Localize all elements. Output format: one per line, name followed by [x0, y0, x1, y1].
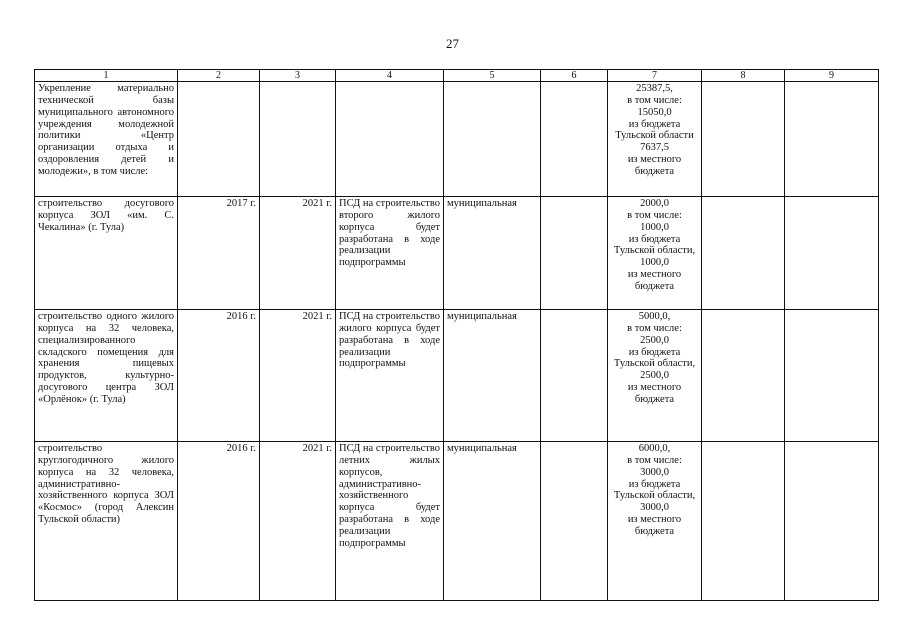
funding-line: бюджета — [634, 526, 675, 538]
psd-cell: ПСД на строительство второго жилого корпуса будет разработана в ходе реализации подпрограммы — [336, 197, 444, 310]
funding-line: 2000,0 — [640, 198, 669, 209]
column-header: 5 — [444, 70, 541, 82]
description-cell: строительство круглогодичного жилого корпуса на 32 человека, административно-хозяйственного корпуса ЗОЛ «Космос» (город Алексин Тульской области) — [35, 442, 178, 601]
funding-line: 25387,5, — [636, 83, 673, 94]
program-table — [34, 69, 879, 601]
ownership-cell: муниципальная — [444, 442, 541, 601]
funding-line: в том числе: — [627, 209, 682, 221]
psd-cell — [336, 82, 444, 197]
funding-line: в том числе: — [627, 454, 682, 466]
ownership-cell: муниципальная — [444, 197, 541, 310]
funding-line: Тульской области, — [613, 245, 696, 257]
funding-line: 2500,0 — [640, 334, 669, 346]
start-year-cell: 2016 г. — [178, 442, 260, 601]
description-cell: строительство одного жилого корпуса на 32 человека, специализированного складского помещения для хранения пищевых продуктов, культурно-досугового центра ЗОЛ «Орлёнок» (г. Тула) — [35, 310, 178, 442]
start-year-cell — [178, 82, 260, 197]
funding-line: из местного — [627, 514, 682, 526]
funding-line: бюджета — [634, 281, 675, 293]
ownership-cell — [444, 82, 541, 197]
psd-cell: ПСД на строительство жилого корпуса будет разработана в ходе реализации подпрограммы — [336, 310, 444, 442]
funding-line: 1000,0 — [640, 221, 669, 233]
empty-cell — [702, 197, 785, 310]
funding-line: 7637,5 — [640, 142, 669, 154]
column-header: 9 — [785, 70, 879, 82]
description-cell: Укрепление материально технической базы муниципального автономного учреждения молодежной политики «Центр организации отдыха и оздоровления детей и молодежи», в том числе: — [35, 82, 178, 197]
funding-line: в том числе: — [627, 94, 682, 106]
empty-cell — [702, 82, 785, 197]
page-number: 27 — [446, 36, 459, 51]
start-year-cell: 2017 г. — [178, 197, 260, 310]
funding-line: 2500,0 — [640, 370, 669, 382]
funding-line: 3000,0 — [640, 466, 669, 478]
funding-line: из местного — [627, 382, 682, 394]
funding-line: 5000,0, — [638, 311, 671, 322]
empty-cell — [785, 442, 879, 601]
funding-line: из бюджета — [628, 346, 681, 358]
funding-line: из местного — [627, 154, 682, 166]
column-header: 7 — [608, 70, 702, 82]
funding-cell — [608, 197, 702, 310]
column-header: 8 — [702, 70, 785, 82]
table-row — [35, 82, 879, 197]
column-header: 2 — [178, 70, 260, 82]
ownership-cell: муниципальная — [444, 310, 541, 442]
empty-cell — [785, 82, 879, 197]
column-header: 3 — [260, 70, 336, 82]
empty-cell — [702, 310, 785, 442]
table-row — [35, 442, 879, 601]
funding-line: Тульской области, — [613, 490, 696, 502]
funding-line: 1000,0 — [640, 257, 669, 269]
funding-cell — [608, 82, 702, 197]
funding-line: бюджета — [634, 166, 675, 178]
funding-line: Тульской области — [615, 130, 694, 142]
end-year-cell: 2021 г. — [260, 442, 336, 601]
empty-cell — [785, 197, 879, 310]
column-header: 6 — [541, 70, 608, 82]
end-year-cell: 2021 г. — [260, 197, 336, 310]
funding-line: 3000,0 — [640, 502, 669, 514]
funding-cell — [608, 310, 702, 442]
table-row — [35, 310, 879, 442]
funding-cell — [608, 442, 702, 601]
funding-line: из бюджета — [628, 118, 681, 130]
end-year-cell — [260, 82, 336, 197]
start-year-cell: 2016 г. — [178, 310, 260, 442]
funding-line: Тульской области, — [613, 358, 696, 370]
funding-line: в том числе: — [627, 322, 682, 334]
description-cell: строительство досугового корпуса ЗОЛ «им. С. Чекалина» (г. Тула) — [35, 197, 178, 310]
end-year-cell: 2021 г. — [260, 310, 336, 442]
empty-cell — [702, 442, 785, 601]
empty-cell — [541, 197, 608, 310]
column-header: 1 — [35, 70, 178, 82]
funding-line: из местного — [627, 269, 682, 281]
funding-line: из бюджета — [628, 478, 681, 490]
empty-cell — [785, 310, 879, 442]
table-row — [35, 197, 879, 310]
column-header: 4 — [336, 70, 444, 82]
header-row — [35, 70, 879, 82]
funding-line: 15050,0 — [637, 106, 672, 118]
empty-cell — [541, 310, 608, 442]
empty-cell — [541, 82, 608, 197]
funding-line: бюджета — [634, 394, 675, 406]
funding-line: из бюджета — [628, 233, 681, 245]
psd-cell: ПСД на строительство летних жилых корпусов, административно-хозяйственного корпуса будет разработана в ходе реализации подпрограммы — [336, 442, 444, 601]
funding-line: 6000,0, — [638, 443, 671, 454]
empty-cell — [541, 442, 608, 601]
